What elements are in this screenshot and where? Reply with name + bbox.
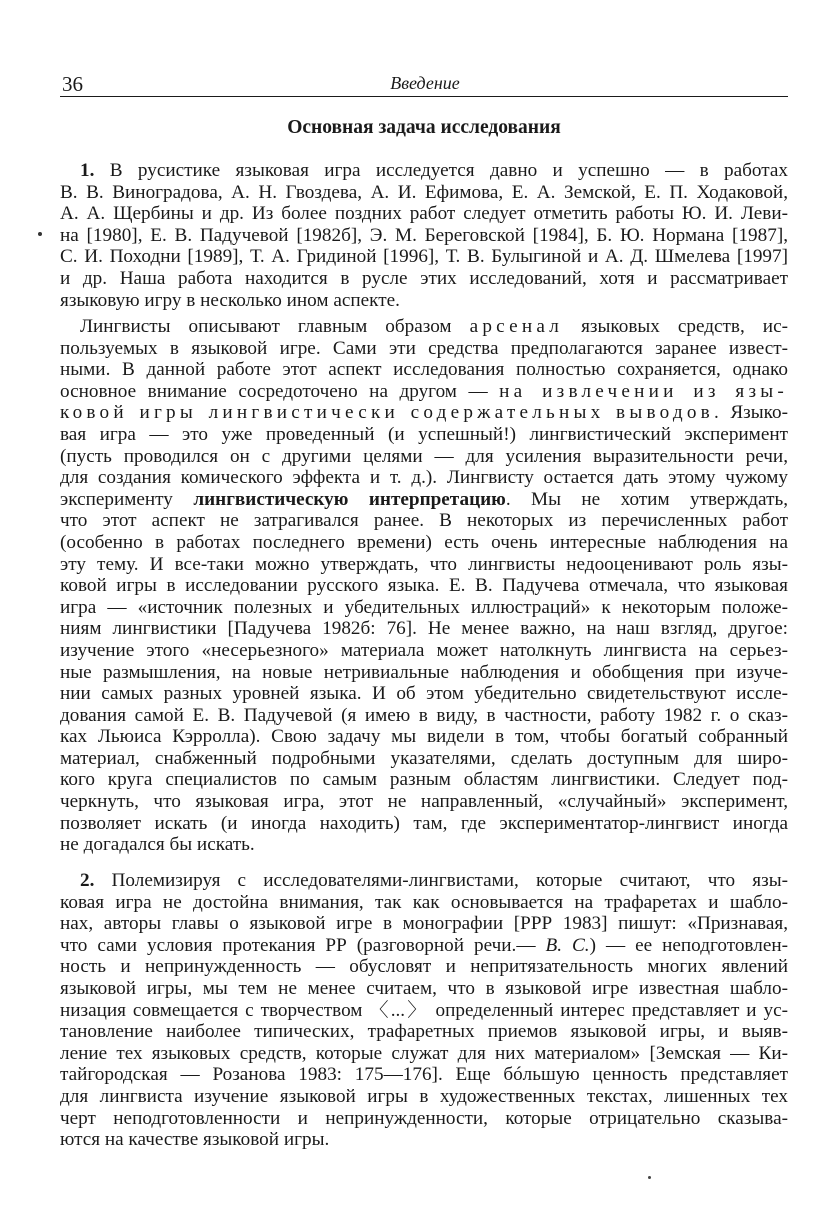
paragraph-line: (пусть проводился он с другими целями — для усиления выразительности речи, (60, 445, 788, 467)
paragraph-line: ление тех языковых средств, которые служат для них материалом» [Земская — Ки- (60, 1042, 788, 1064)
paragraph-line: не догадался бы искать. (60, 834, 255, 856)
paragraph-2 (60, 316, 788, 856)
stray-dot (648, 1176, 651, 1179)
paragraph-line: кого круга специалистов по самым разным областям лингвистики. Следует под- (60, 769, 788, 791)
paragraph-line: тановление наиболее типических, трафаретных приемов языковой игры, и выяв- (60, 1021, 788, 1043)
paragraph-line: языковую игру в несколько ином аспекте. (60, 289, 400, 311)
paragraph-line: черт неподготовленности и непринужденности, которые отрицательно сказыва- (60, 1107, 788, 1129)
paragraph-line: позволяет искать (и иногда находить) там, где экспериментатор-лингвист иногда (60, 812, 788, 834)
paragraph-line: и др. Наша работа находится в русле этих исследований, хотя и рассматривает (60, 267, 788, 289)
paragraph-line: ными. В данной работе этот аспект исследования полностью сохраняется, однако (60, 359, 788, 381)
paragraph-3 (60, 870, 788, 1151)
paragraph-line: нии самых разных уровней языка. И об этом убедительно свидетельствуют иссле- (60, 683, 788, 705)
running-head: Введение (390, 73, 460, 93)
paragraph-line: основное внимание сосредоточено на другом — на извлечении из язы- (60, 380, 788, 402)
paragraph-line: для лингвиста изучение языковой игры в художественных текстах, лишенных тех (60, 1085, 788, 1107)
paragraph-line: ках Льюиса Кэрролла). Свою задачу мы видели в том, чтобы богатый собранный (60, 726, 788, 748)
paragraph-line: пользуемых в языковой игре. Сами эти средства предполагаются заранее извест- (60, 337, 788, 359)
paragraph-line: тайгородская — Розанова 1983: 175—176]. Еще бóльшую ценность представляет (60, 1064, 788, 1086)
paragraph-line: В. В. Виноградова, А. Н. Гвоздева, А. И. Ефимова, Е. А. Земской, Е. П. Ходаковой, (60, 181, 788, 203)
paragraph-line: А. А. Щербины и др. Из более поздних работ следует отметить работы Ю. И. Леви- (60, 203, 788, 225)
section-title: Основная задача исследования (287, 117, 561, 138)
page-number: 36 (62, 72, 83, 96)
paragraph-line: для создания комического эффекта и т. д.). Лингвисту остается дать этому чужому (60, 467, 788, 489)
paragraph-line: нах, авторы главы о языковой игре в монографии [РРР 1983] пишут: «Признавая, (60, 913, 788, 935)
paragraph-line: ность и непринужденность — обусловят и непритязательность многих явлений (60, 956, 788, 978)
paragraph-line: что сами условия протекания РР (разговорной речи.— В. С.) — ее неподготовлен- (60, 934, 788, 956)
paragraph-line: низация совмещается с творчеством 〈...〉 определенный интерес представляет и ус- (60, 999, 788, 1021)
paragraph-line: вая игра — это уже проведенный (и успешный!) лингвистический эксперимент (60, 423, 788, 445)
paragraph-line: С. И. Походни [1989], Т. А. Гридиной [1996], Т. В. Булыгиной и А. Д. Шмелева [1997] (60, 246, 788, 268)
paragraph-line: дования самой Е. В. Падучевой (я имею в виду, в частности, работу 1982 г. о сказ- (60, 704, 788, 726)
page-header (62, 70, 788, 96)
paragraph-line: эту тему. И все-таки можно утверждать, что лингвисты недооценивают роль язы- (60, 553, 788, 575)
section-number: 1. (80, 160, 95, 181)
paragraph-line: эксперименту лингвистическую интерпретацию. Мы не хотим утверждать, (60, 488, 788, 510)
paragraph-line: изучение этого «несерьезного» материала может натолкнуть лингвиста на серьез- (60, 639, 788, 661)
spaced-emphasis: ковой игры лингвистически содержательных выводов. (60, 402, 723, 424)
paragraph-line: ковой игры лингвистически содержательных выводов. Языко- (60, 402, 788, 424)
section-number: 2. (80, 870, 95, 891)
paragraph-line: что этот аспект не затрагивался ранее. В некоторых из перечисленных работ (60, 510, 788, 532)
header-rule (60, 96, 788, 97)
paragraph-line: (особенно в работах последнего времени) есть очень интересные наблюдения на (60, 531, 788, 553)
paragraph-line: черкнуть, что языковая игра, этот не направленный, «случайный» эксперимент, (60, 791, 788, 813)
paragraph-line: игра — «источник полезных и убедительных иллюстраций» к некоторым положе- (60, 596, 788, 618)
margin-mark (38, 232, 42, 236)
spaced-emphasis: арсенал (469, 316, 564, 337)
paragraph-line: Лингвисты описывают главным образом арсенал языковых средств, ис- (80, 316, 788, 337)
paragraph-line: ные размышления, на новые нетривиальные наблюдения и обобщения при изуче- (60, 661, 788, 683)
bold-emphasis: лингвистическую интерпретацию (193, 488, 506, 510)
paragraph-line: ковая игра не достойна внимания, так как основывается на трафаретах и шабло- (60, 891, 788, 913)
paragraph-line: ковой игры в исследовании русского языка. Е. В. Падучева отмечала, что языковая (60, 575, 788, 597)
paragraph-1 (60, 160, 788, 311)
paragraph-line: языковой игры, мы тем не менее считаем, что в языковой игре известная шабло- (60, 977, 788, 999)
paragraph-line: 2. Полемизируя с исследователями-лингвистами, которые считают, что язы- (80, 870, 788, 891)
spaced-emphasis: на извлечении из язы- (499, 380, 788, 402)
italic-initials: В. С. (545, 934, 590, 956)
paragraph-line: 1. В русистике языковая игра исследуется давно и успешно — в работах (80, 160, 788, 181)
paragraph-line: материал, снабженный подробными указателями, сделать доступным для широ- (60, 747, 788, 769)
paragraph-line: ниям лингвистики [Падучева 1982б: 76]. Не менее важно, на наш взгляд, другое: (60, 618, 788, 640)
paragraph-line: на [1980], Е. В. Падучевой [1982б], Э. М. Береговской [1984], Б. Ю. Нормана [1987], (60, 224, 788, 246)
paragraph-line: ются на качестве языковой игры. (60, 1129, 330, 1151)
